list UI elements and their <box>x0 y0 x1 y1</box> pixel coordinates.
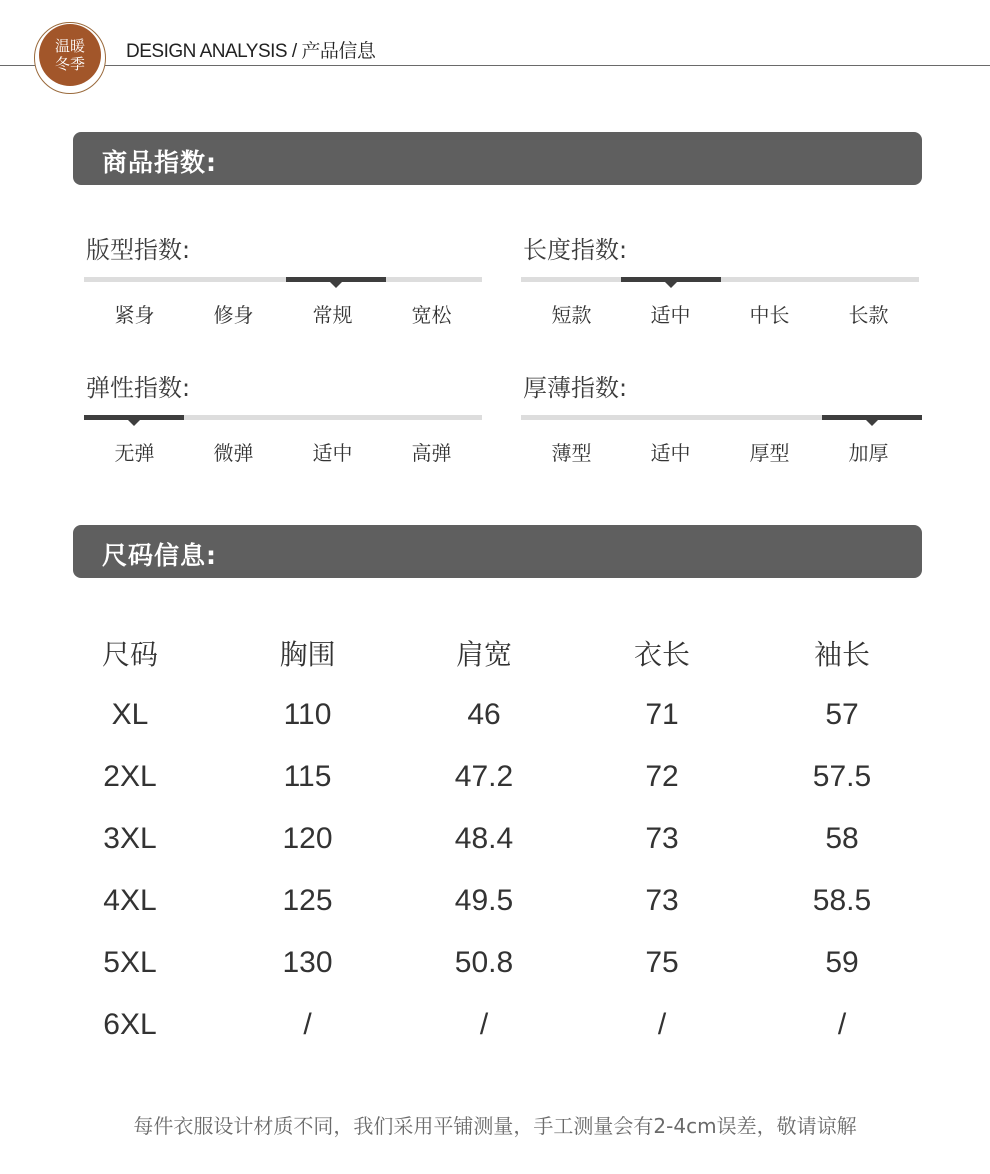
cell-length: / <box>657 1008 667 1041</box>
table-header-row <box>40 622 950 684</box>
elasticity-option: 高弹 <box>411 441 452 465</box>
cell-size: XL <box>111 698 149 731</box>
elasticity-option: 无弹 <box>114 441 155 465</box>
cell-chest: 115 <box>283 760 332 793</box>
cell-shoulder: 49.5 <box>454 884 514 917</box>
fit-index-title: 版型指数: <box>86 236 191 264</box>
length-index-title: 长度指数: <box>523 236 628 264</box>
table-row <box>40 932 950 994</box>
header-divider <box>0 65 990 66</box>
thickness-index-track <box>521 415 922 420</box>
length-index-marker <box>621 277 721 282</box>
elasticity-index-title: 弹性指数: <box>86 374 191 402</box>
cell-sleeve: 57.5 <box>812 760 872 793</box>
cell-shoulder: 48.4 <box>454 822 514 855</box>
cell-sleeve: 58.5 <box>812 884 872 917</box>
cell-size: 3XL <box>103 822 157 855</box>
cell-size: 6XL <box>103 1008 157 1041</box>
table-row <box>40 870 950 932</box>
cell-sleeve: / <box>837 1008 847 1041</box>
fit-index-marker <box>286 277 386 282</box>
table-row <box>40 684 950 746</box>
fit-option: 修身 <box>213 303 254 327</box>
cell-shoulder: / <box>479 1008 489 1041</box>
cell-chest: 110 <box>283 698 332 731</box>
length-option: 中长 <box>749 303 790 327</box>
cell-size: 5XL <box>103 946 157 979</box>
header-chest: 胸围 <box>279 638 336 671</box>
cell-sleeve: 58 <box>825 822 859 855</box>
fit-option: 宽松 <box>411 303 452 327</box>
cell-sleeve: 59 <box>825 946 859 979</box>
elasticity-index-track <box>84 415 482 420</box>
cell-length: 72 <box>645 760 679 793</box>
cell-chest: 120 <box>282 822 333 855</box>
cell-shoulder: 50.8 <box>454 946 514 979</box>
header-shoulder: 肩宽 <box>455 638 512 671</box>
elasticity-index-options <box>85 437 482 466</box>
table-row <box>40 746 950 808</box>
table-body <box>40 684 950 1056</box>
length-option: 短款 <box>551 303 592 327</box>
thickness-option: 适中 <box>650 441 691 465</box>
table-row <box>40 994 950 1056</box>
elasticity-index-marker <box>84 415 184 420</box>
product-index-bar <box>73 132 922 185</box>
fit-option: 常规 <box>312 303 353 327</box>
badge-line-2: 冬季 <box>54 55 85 73</box>
header-title: DESIGN ANALYSIS / 产品信息 <box>126 41 376 62</box>
size-info-heading: 尺码信息: <box>102 541 217 570</box>
cell-length: 73 <box>645 884 679 917</box>
cell-chest: / <box>303 1008 312 1041</box>
header-sleeve: 袖长 <box>813 638 870 671</box>
header-size: 尺码 <box>101 638 158 671</box>
length-index-options <box>522 299 919 328</box>
badge-line-1: 温暖 <box>54 37 85 55</box>
length-option: 适中 <box>650 303 691 327</box>
elasticity-option: 适中 <box>312 441 353 465</box>
thickness-option: 加厚 <box>848 441 889 465</box>
elasticity-option: 微弹 <box>213 441 254 465</box>
length-index-track <box>521 277 919 282</box>
thickness-index-title: 厚薄指数: <box>523 374 628 402</box>
cell-length: 71 <box>645 698 679 731</box>
thickness-option: 薄型 <box>551 441 592 465</box>
cell-size: 2XL <box>103 760 157 793</box>
size-table <box>40 622 950 1056</box>
table-row <box>40 808 950 870</box>
thickness-option: 厚型 <box>749 441 790 465</box>
cell-chest: 130 <box>282 946 333 979</box>
cell-size: 4XL <box>103 884 157 917</box>
warm-winter-badge <box>39 24 101 86</box>
thickness-index-marker <box>822 415 922 420</box>
fit-index-options <box>85 299 482 328</box>
product-index-heading: 商品指数: <box>102 148 217 177</box>
cell-length: 75 <box>645 946 679 979</box>
length-option: 长款 <box>848 303 889 327</box>
thickness-index-options <box>522 437 919 466</box>
cell-shoulder: 47.2 <box>454 760 514 793</box>
cell-length: 73 <box>645 822 679 855</box>
header-length: 衣长 <box>633 638 690 671</box>
size-info-bar <box>73 525 922 578</box>
fit-option: 紧身 <box>114 303 155 327</box>
measurement-note: 每件衣服设计材质不同，我们采用平铺测量，手工测量会有2-4cm误差，敬请谅解 <box>133 1114 857 1138</box>
cell-chest: 125 <box>282 884 333 917</box>
fit-index-track <box>84 277 482 282</box>
cell-sleeve: 57 <box>825 698 859 731</box>
cell-shoulder: 46 <box>467 698 501 731</box>
